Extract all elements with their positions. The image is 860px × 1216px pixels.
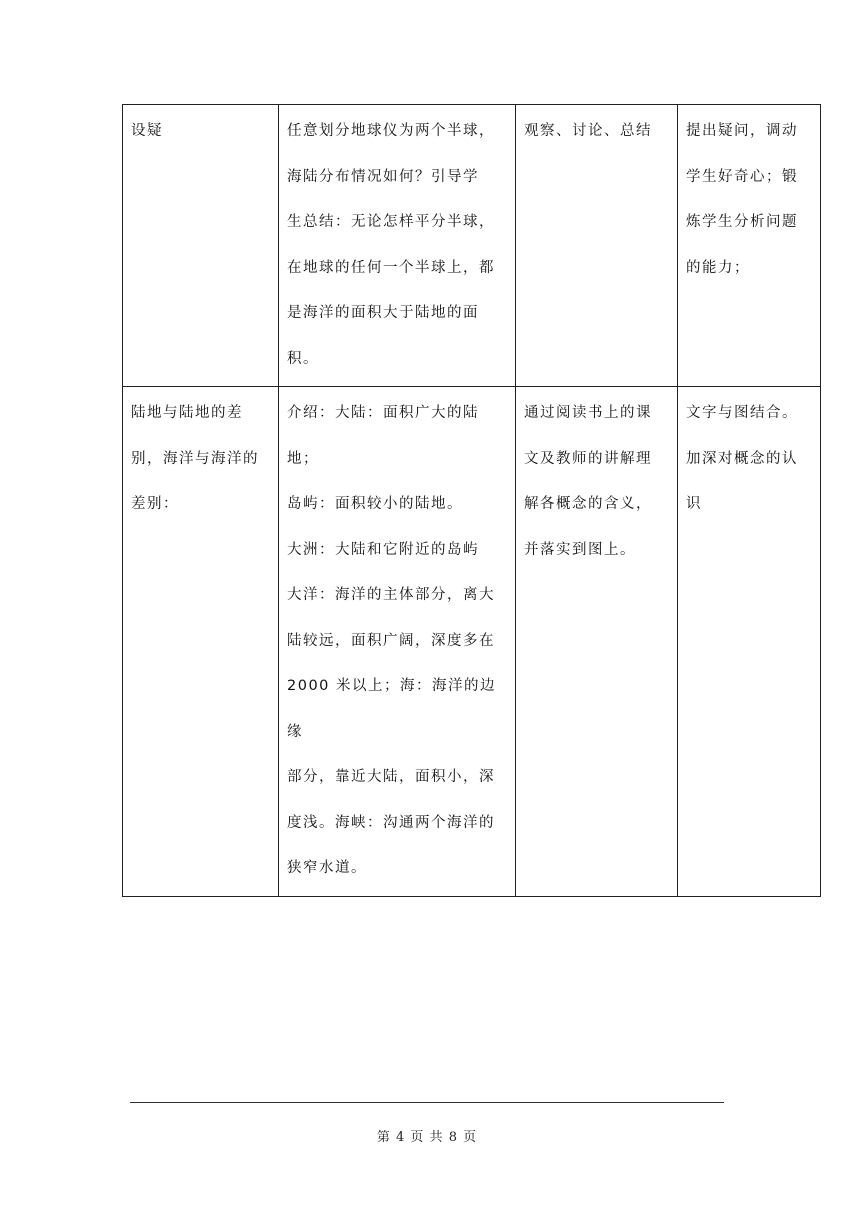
intent-cell: 提出疑问，调动 学生好奇心；锻 炼学生分析问题 的能力； xyxy=(678,105,821,387)
content-cell: 任意划分地球仪为两个半球， 海陆分布情况如何？引导学 生总结：无论怎样平分半球， 在地球的任何一个半球上，都 是海洋的面积大于陆地的面 积。 xyxy=(279,105,516,387)
footer-divider xyxy=(130,1102,724,1103)
intent-cell: 文字与图结合。 加深对概念的认 识 xyxy=(678,387,821,897)
table-row xyxy=(123,387,821,897)
activity-cell: 通过阅读书上的课 文及教师的讲解理 解各概念的含义， 并落实到图上。 xyxy=(516,387,678,897)
stage-cell: 设疑 xyxy=(123,105,279,387)
table-row xyxy=(123,105,821,387)
content-cell: 介绍：大陆：面积广大的陆地； 岛屿：面积较小的陆地。 大洲：大陆和它附近的岛屿 大洋：海洋的主体部分，离大 陆较远，面积广阔，深度多在 2000 米以上；海：海洋的边缘 部分，靠近大陆，面积小，深 度浅。海峡：沟通两个海洋的 狭窄水道。 xyxy=(279,387,516,897)
lesson-plan-table xyxy=(122,104,821,897)
activity-cell: 观察、讨论、总结 xyxy=(516,105,678,387)
page-number: 第 4 页 共 8 页 xyxy=(376,1130,478,1145)
stage-cell: 陆地与陆地的差 别，海洋与海洋的 差别： xyxy=(123,387,279,897)
